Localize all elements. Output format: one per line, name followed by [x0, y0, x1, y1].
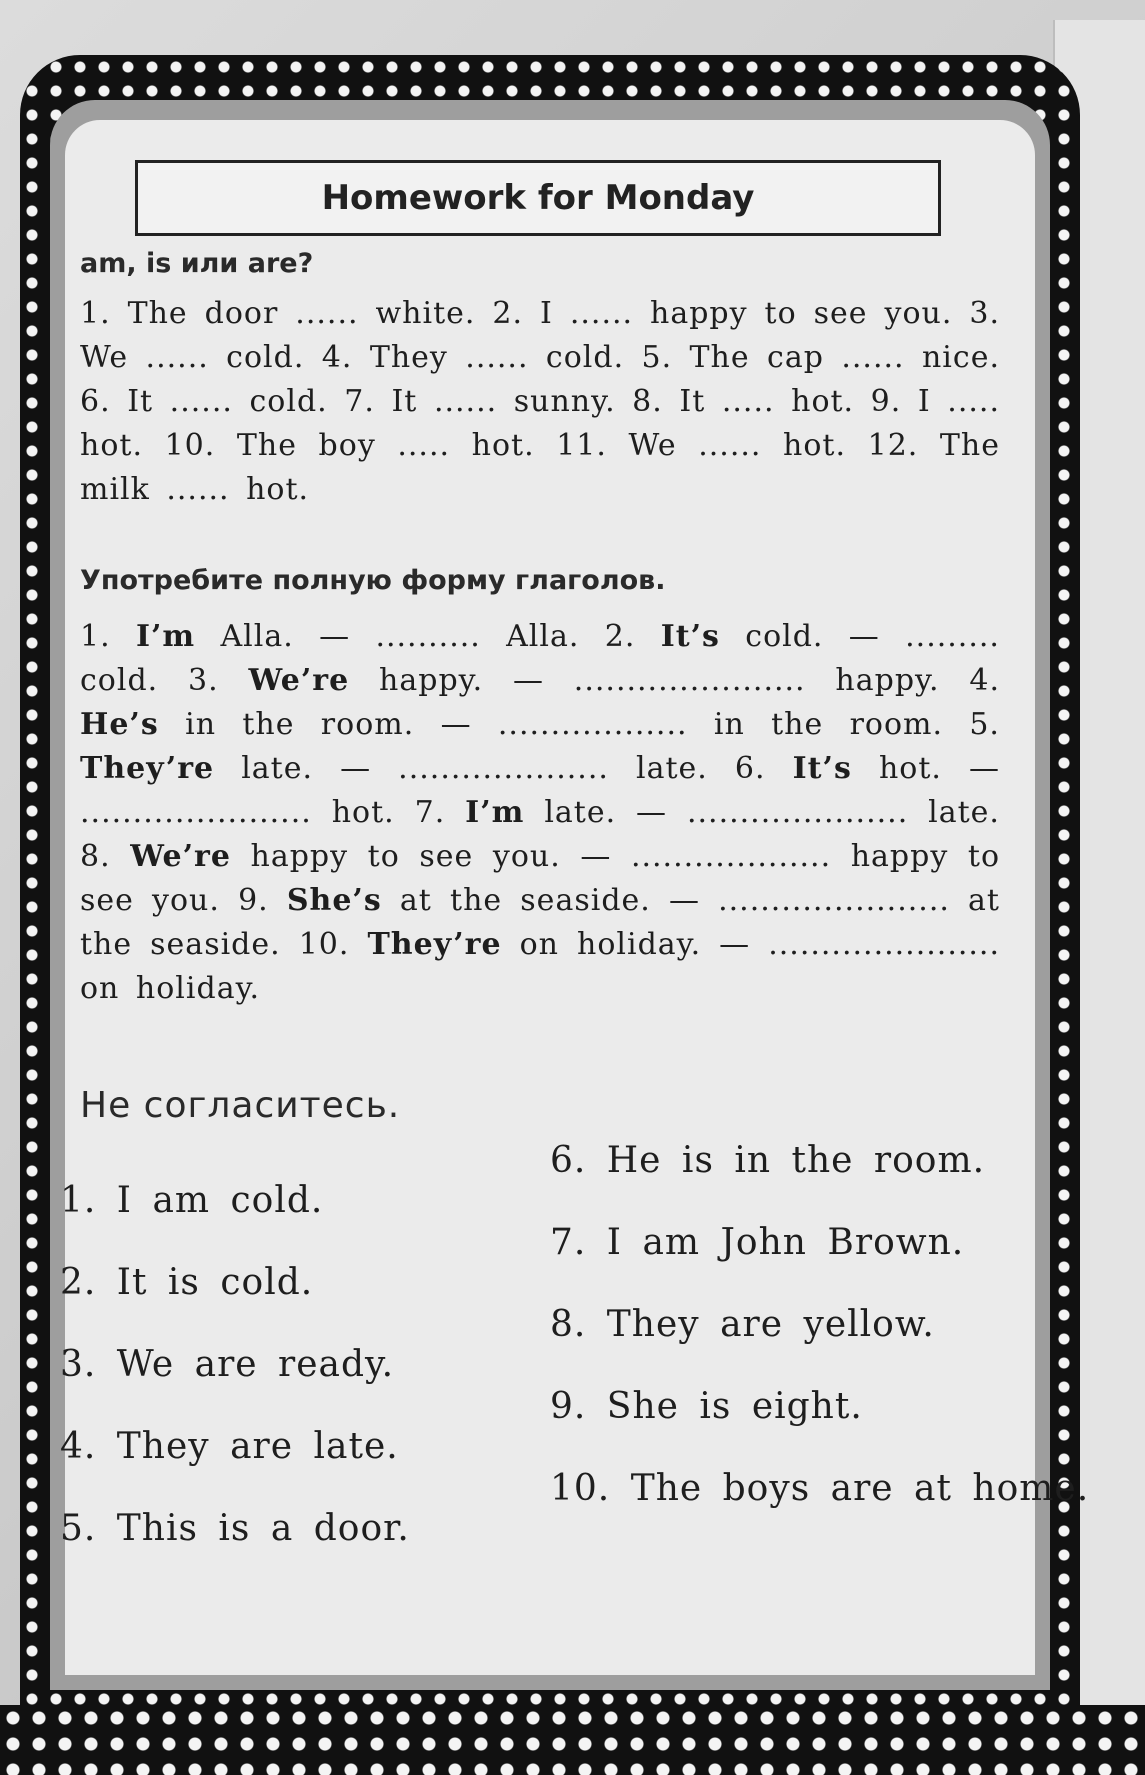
ex2-item: 3. We’re happy. — ...................... happy. [188, 663, 940, 698]
ex2-item: 1. I’m Alla. — .......... Alla. [80, 619, 580, 654]
exercise1-heading: am, is или are? [80, 248, 314, 279]
list-item: 3. We are ready. [60, 1344, 395, 1385]
exercise3-right-list [550, 1120, 1089, 1530]
ex2-item: 5. They’re late. — .................... late. [80, 707, 1000, 786]
list-item: 4. They are late. [60, 1426, 399, 1467]
list-item: 5. This is a door. [60, 1508, 410, 1549]
ex2-item: 4. He’s in the room. — .................. in the room. [80, 663, 1001, 742]
bottom-dotted-border [0, 1705, 1145, 1775]
ex2-item: 7. I’m late. — ..................... late. [414, 795, 1000, 830]
exercise2-heading: Употребите полную форму глаголов. [80, 565, 666, 596]
exercise3-heading: Не согласитесь. [80, 1085, 401, 1126]
list-item: 8. They are yellow. [550, 1304, 935, 1345]
ex2-item: 9. She’s at the seaside. — ...................... at the seaside. [80, 883, 1000, 962]
ex2-item: 2. It’s cold. — ......... cold. [80, 619, 1000, 698]
exercise3-left-list [60, 1160, 410, 1570]
ex2-item: 6. It’s hot. — ...................... hot. [80, 751, 1001, 830]
page-title: Homework for Monday [321, 178, 755, 218]
list-item: 1. I am cold. [60, 1180, 324, 1221]
list-item: 9. She is eight. [550, 1386, 863, 1427]
list-item: 2. It is cold. [60, 1262, 314, 1303]
title-box [135, 160, 941, 236]
ex2-item: 10. They’re on holiday. — ...................... on holiday. [80, 927, 1001, 1006]
list-item: 10. The boys are at home. [550, 1468, 1090, 1509]
list-item: 6. He is in the room. [550, 1140, 986, 1181]
list-item: 7. I am John Brown. [550, 1222, 965, 1263]
exercise2-text [80, 615, 1000, 1011]
ex2-item: 8. We’re happy to see you. — ................... happy to see you. [80, 839, 1001, 918]
exercise1-text: 1. The door ...... white. 2. I ...... happy to see you. 3. We ...... cold. 4. They ...... cold. 5. The cap ...... nice. 6. It ...... cold. 7. It ...... sunny. 8. It ..... hot. 9. I ..... hot. 10. The boy ..... hot. 11. We ...... hot. 12. The milk ...... hot. [80, 296, 1000, 507]
worksheet-panel [60, 120, 1090, 1675]
